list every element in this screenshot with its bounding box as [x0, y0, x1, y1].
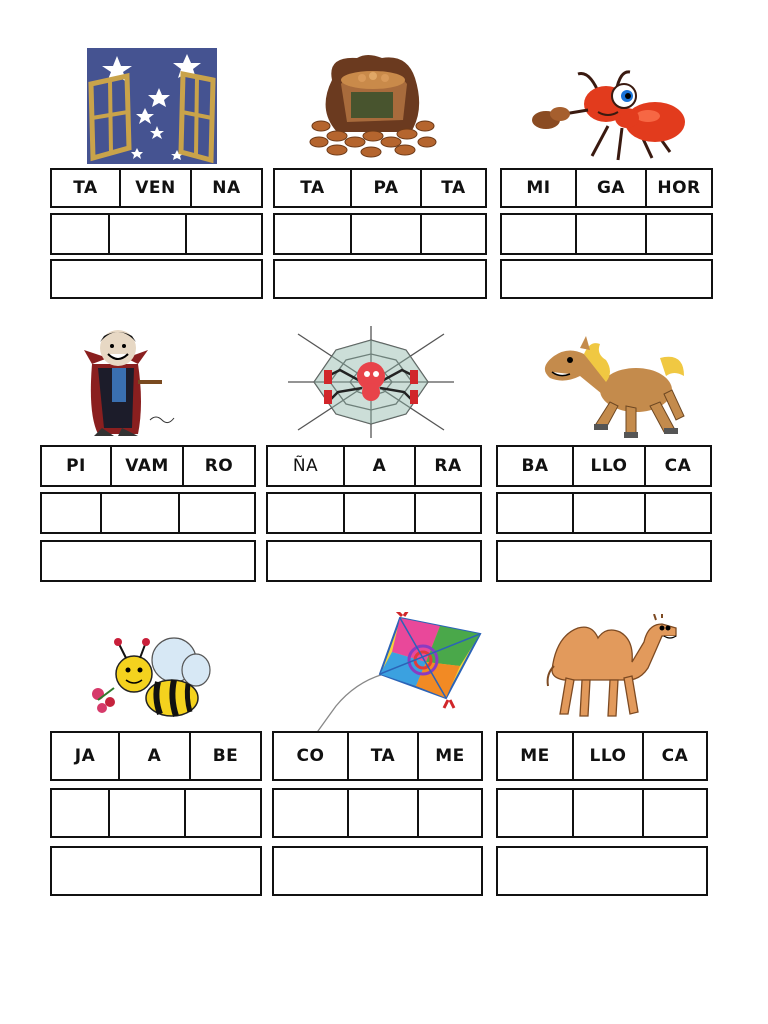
ordered-syllables-row[interactable]	[50, 788, 262, 838]
syllable-label: VEN	[135, 178, 176, 198]
syllable-label: BE	[212, 746, 239, 766]
blank-syllable-box[interactable]	[275, 215, 352, 253]
syllable-row	[273, 168, 487, 208]
ordered-syllables-row[interactable]	[496, 492, 712, 534]
ordered-syllables-row[interactable]	[50, 213, 263, 255]
syllable-label: BA	[521, 456, 549, 476]
red-ant-icon	[530, 66, 690, 166]
syllable-label: CO	[296, 746, 325, 766]
syllable-label: NA	[212, 178, 241, 198]
blank-syllable-box[interactable]	[577, 215, 647, 253]
ordered-syllables-row[interactable]	[272, 788, 483, 838]
ordered-syllables-row[interactable]	[273, 213, 487, 255]
blank-syllable-box[interactable]	[574, 494, 646, 532]
answer-word-box[interactable]	[50, 846, 262, 896]
syllable-label: PA	[373, 178, 399, 198]
syllable-label: LLO	[589, 746, 627, 766]
syllable-label: ÑA	[292, 456, 319, 476]
syllable-label: PI	[66, 456, 86, 476]
blank-syllable-box[interactable]	[187, 215, 261, 253]
syllable-label: MI	[526, 178, 551, 198]
blank-syllable-box[interactable]	[352, 215, 422, 253]
syllable-label: TA	[441, 178, 466, 198]
blank-syllable-box[interactable]	[502, 215, 577, 253]
syllable-label: ME	[520, 746, 550, 766]
starry-window-icon	[87, 48, 217, 164]
blank-syllable-box[interactable]	[102, 494, 180, 532]
camel-icon	[544, 614, 680, 720]
vampire-icon	[78, 324, 178, 439]
syllable-label: ME	[435, 746, 465, 766]
ordered-syllables-row[interactable]	[40, 492, 256, 534]
syllable-label: TA	[300, 178, 325, 198]
syllable-label: VAM	[125, 456, 169, 476]
ordered-syllables-row[interactable]	[266, 492, 482, 534]
blank-syllable-box[interactable]	[42, 494, 102, 532]
ordered-syllables-row[interactable]	[496, 788, 708, 838]
blank-syllable-box[interactable]	[52, 215, 110, 253]
syllable-row	[496, 445, 712, 487]
syllable-label: LLO	[590, 456, 628, 476]
syllable-row	[500, 168, 713, 208]
answer-word-box[interactable]	[273, 259, 487, 299]
blank-syllable-box[interactable]	[110, 215, 187, 253]
blank-syllable-box[interactable]	[419, 790, 481, 836]
syllable-row	[496, 731, 708, 781]
blank-syllable-box[interactable]	[110, 790, 186, 836]
bag-of-beans-icon	[307, 50, 442, 162]
syllable-label: RA	[434, 456, 462, 476]
syllable-label: A	[147, 746, 162, 766]
blank-syllable-box[interactable]	[180, 494, 254, 532]
spider-web-icon	[288, 326, 454, 438]
answer-word-box[interactable]	[266, 540, 482, 582]
syllable-row	[266, 445, 482, 487]
syllable-label: CA	[661, 746, 689, 766]
answer-word-box[interactable]	[272, 846, 483, 896]
syllable-row	[40, 445, 256, 487]
blank-syllable-box[interactable]	[646, 494, 710, 532]
horse-icon	[534, 332, 688, 440]
answer-word-box[interactable]	[496, 540, 712, 582]
answer-word-box[interactable]	[496, 846, 708, 896]
blank-syllable-box[interactable]	[186, 790, 260, 836]
kite-icon	[296, 612, 482, 750]
answer-word-box[interactable]	[40, 540, 256, 582]
bee-icon	[88, 636, 212, 724]
syllable-label: TA	[370, 746, 396, 766]
syllable-row	[50, 168, 263, 208]
syllable-label: JA	[74, 746, 96, 766]
syllable-label: A	[372, 456, 387, 476]
syllable-label: HOR	[657, 178, 701, 198]
blank-syllable-box[interactable]	[498, 790, 574, 836]
blank-syllable-box[interactable]	[268, 494, 345, 532]
blank-syllable-box[interactable]	[349, 790, 419, 836]
syllable-label: TA	[73, 178, 98, 198]
blank-syllable-box[interactable]	[574, 790, 644, 836]
syllable-row	[272, 731, 483, 781]
blank-syllable-box[interactable]	[644, 790, 706, 836]
blank-syllable-box[interactable]	[647, 215, 711, 253]
answer-word-box[interactable]	[500, 259, 713, 299]
blank-syllable-box[interactable]	[498, 494, 574, 532]
blank-syllable-box[interactable]	[416, 494, 480, 532]
syllable-row	[50, 731, 262, 781]
ordered-syllables-row[interactable]	[500, 213, 713, 255]
blank-syllable-box[interactable]	[345, 494, 416, 532]
blank-syllable-box[interactable]	[274, 790, 349, 836]
syllable-label: GA	[596, 178, 626, 198]
answer-word-box[interactable]	[50, 259, 263, 299]
syllable-label: CA	[664, 456, 692, 476]
blank-syllable-box[interactable]	[422, 215, 485, 253]
blank-syllable-box[interactable]	[52, 790, 110, 836]
syllable-label: RO	[204, 456, 234, 476]
